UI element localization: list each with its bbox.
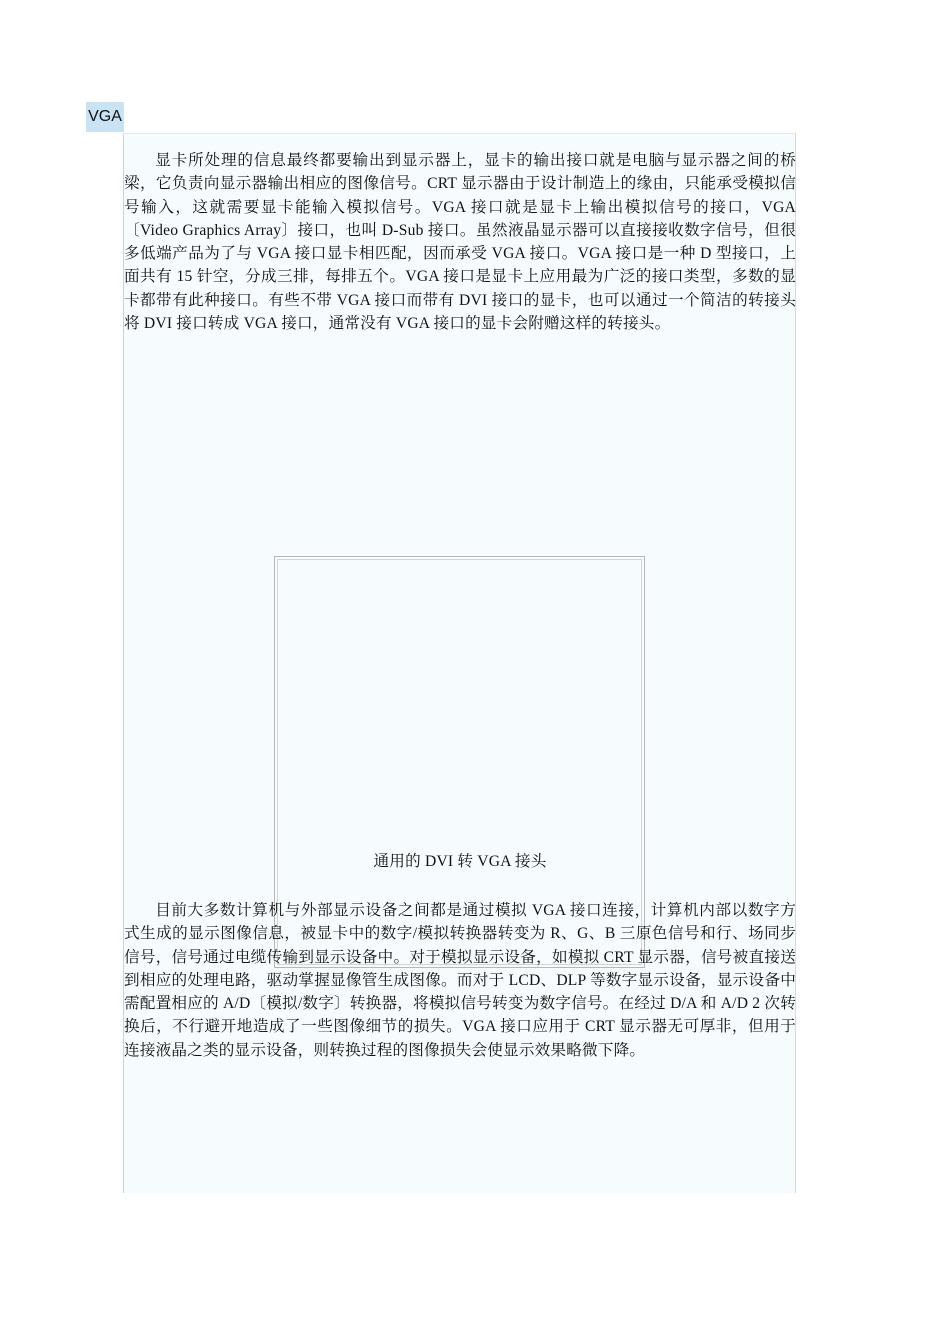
figure-caption: 通用的 DVI 转 VGA 接头	[373, 853, 547, 870]
paragraph-vga-conversion: 目前大多数计算机与外部显示设备之间都是通过模拟 VGA 接口连接，计算机内部以数字方式生成的显示图像信息，被显卡中的数字/模拟转换器转变为 R、G、B 三原色信号和行、场同步信号，信号通过电缆传输到显示设备中。对于模拟显示设备，如模拟 CRT 显示器，信号被直接送到相应的处理电路，驱动掌握显像管生成图像。而对于 LCD、DLP 等数字显示设备，显示设备中需配置相应的 A/D〔模拟/数字〕转换器，将模拟信号转变为数字信号。在经过 D/A 和 A/D 2 次转换后，不行避开地造成了一些图像细节的损失。VGA 接口应用于 CRT 显示器无可厚非，但用于连接液晶之类的显示设备，则转换过程的图像损失会使显示效果略微下降。	[124, 902, 796, 1059]
section-heading: VGA	[86, 102, 124, 132]
paragraph-vga-intro: 显卡所处理的信息最终都要输出到显示器上，显卡的输出接口就是电脑与显示器之间的桥梁，它负责向显示器输出相应的图像信号。CRT 显示器由于设计制造上的缘由，只能承受模拟信号输入，这就需要显卡能输入模拟信号。VGA 接口就是显卡上输出模拟信号的接口，VGA〔Video Graphics Array〕接口，也叫 D-Sub 接口。虽然液晶显示器可以直接接收数字信号，但很多低端产品为了与 VGA 接口显卡相匹配，因而承受 VGA 接口。VGA 接口是一种 D 型接口，上面共有 15 针空，分成三排，每排五个。VGA 接口是显卡上应用最为广泛的接口类型，多数的显卡都带有此种接口。有些不带 VGA 接口而带有 DVI 接口的显卡，也可以通过一个简洁的转接头将 DVI 接口转成 VGA 接口，通常没有 VGA 接口的显卡会附赠这样的转接头。	[124, 152, 796, 333]
